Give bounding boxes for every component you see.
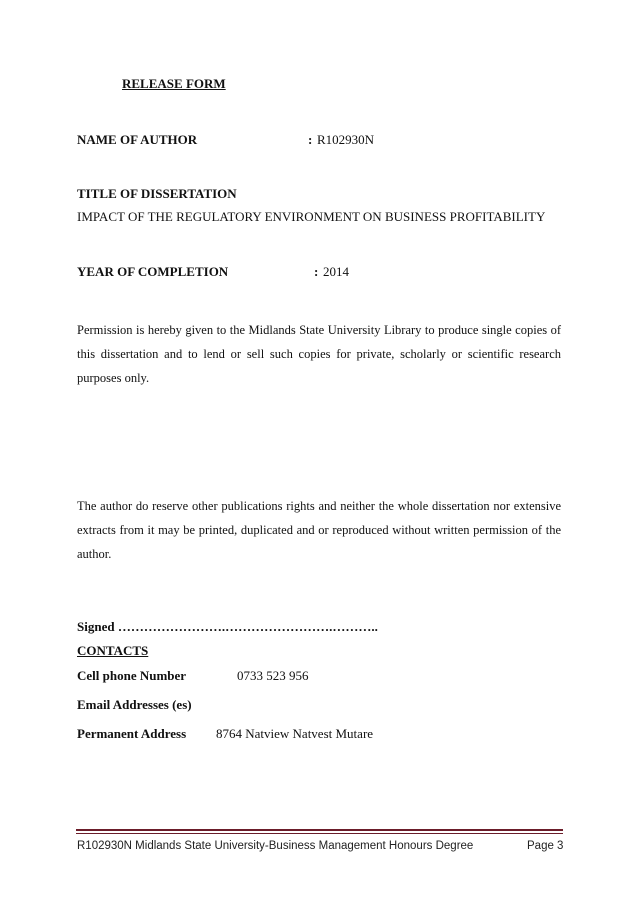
author-label: NAME OF AUTHOR (77, 132, 198, 147)
year-separator: : (314, 264, 319, 279)
year-label: YEAR OF COMPLETION (77, 264, 229, 279)
footer-rule-thick (76, 829, 563, 831)
signed-line: Signed …………………….…………………….……….. (77, 619, 378, 634)
title-value: IMPACT OF THE REGULATORY ENVIRONMENT ON BUSINESS PROFITABILITY (77, 209, 546, 224)
title-label: TITLE OF DISSERTATION (77, 186, 237, 201)
page-heading: RELEASE FORM (122, 76, 226, 91)
address-label: Permanent Address (77, 726, 187, 741)
permission-paragraph: Permission is hereby given to the Midlands State University Library to produce single copies of this dissertation and to lend or sell such copies for private, scholarly or scientific research purposes only. (77, 323, 561, 385)
address-value: 8764 Natview Natvest Mutare (216, 726, 374, 741)
author-separator: : (308, 132, 313, 147)
page-number: Page 3 (527, 840, 564, 852)
footer-text: R102930N Midlands State University-Business Management Honours Degree (77, 840, 474, 852)
footer-rule-thin (76, 833, 563, 834)
reserve-paragraph: The author do reserve other publications rights and neither the whole dissertation nor extensive extracts from it may be printed, duplicated and or reproduced without written permission of the author. (77, 499, 561, 561)
year-value: 2014 (323, 264, 349, 279)
cell-value: 0733 523 956 (237, 668, 309, 683)
contacts-heading: CONTACTS (77, 643, 149, 658)
author-value: R102930N (317, 132, 375, 147)
cell-label: Cell phone Number (77, 668, 187, 683)
email-label: Email Addresses (es) (77, 697, 192, 712)
